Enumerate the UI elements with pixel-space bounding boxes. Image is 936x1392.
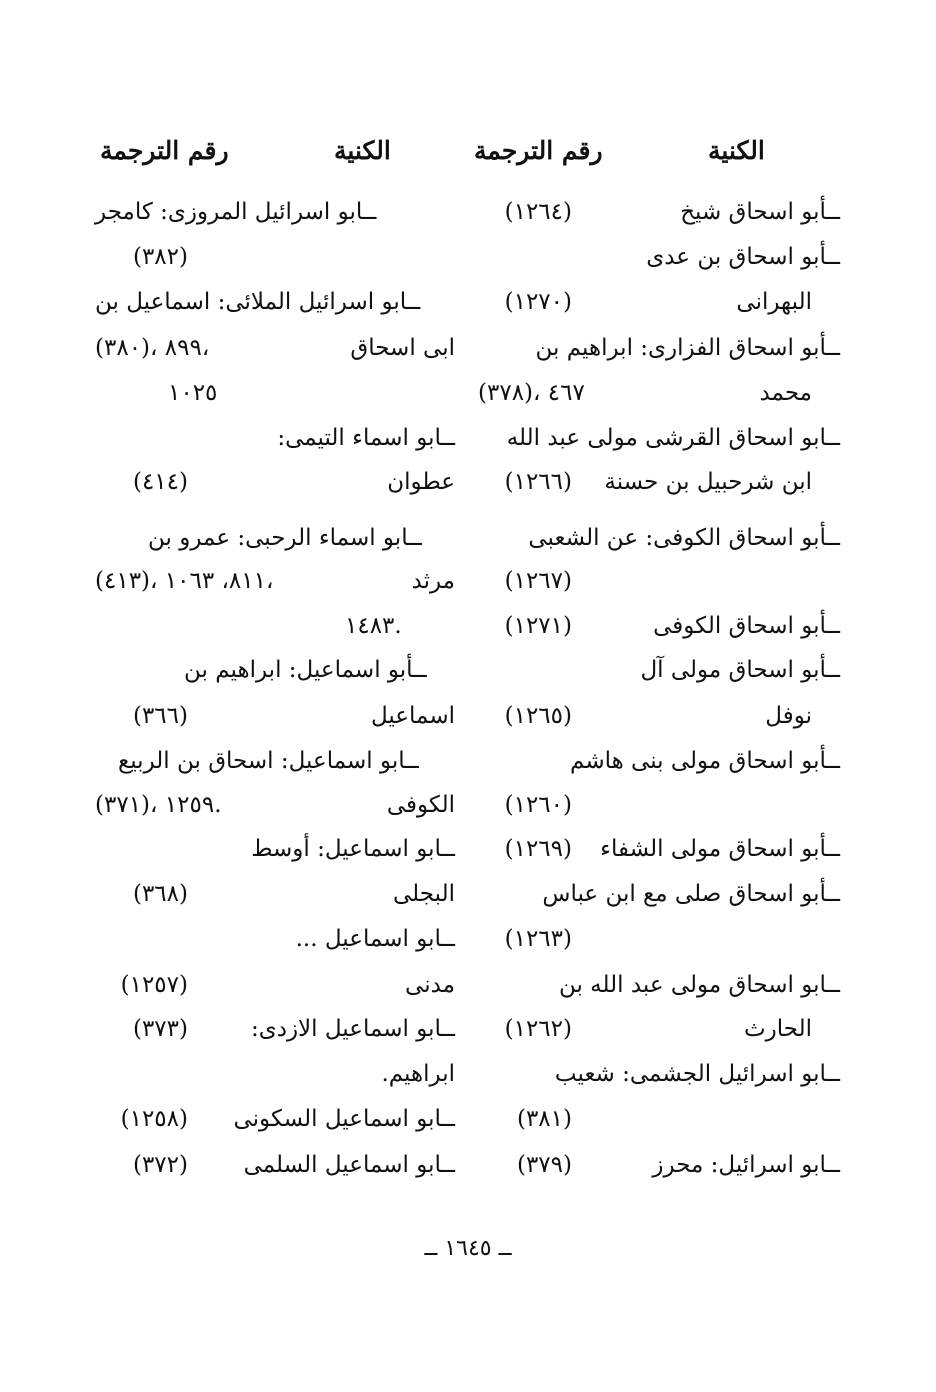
left-entry-number: (٤١٣)، ٨١١، ١٠٦٣، bbox=[95, 568, 274, 594]
left-entry-number: (١٢٥٧) bbox=[120, 972, 188, 998]
right-entry-text: الحارث bbox=[743, 1016, 812, 1042]
left-entry-text: ــابو اسماء الرحبى: عمرو بن bbox=[148, 525, 422, 551]
right-entry-text: ــأبو اسحاق صلى مع ابن عباس bbox=[542, 881, 840, 907]
right-entry-text: محمد bbox=[759, 380, 812, 406]
right-entry-number: (١٢٦٣) bbox=[504, 926, 572, 952]
right-entry-text: ــابو اسحاق مولى عبد الله بن bbox=[558, 972, 840, 998]
left-entry-number: (٣٨٠)، ٨٩٩، bbox=[95, 335, 210, 361]
right-entry-text: نوفل bbox=[765, 703, 812, 729]
left-entry-number: (٤١٤) bbox=[132, 469, 188, 495]
right-entry-text: ــأبو اسحاق مولى الشفاء bbox=[600, 836, 840, 862]
right-entry-number: (١٢٦٤) bbox=[504, 199, 572, 225]
right-entry-number: (١٢٧٠) bbox=[504, 289, 572, 315]
left-entry-number: ١٤٨٣. bbox=[345, 613, 402, 639]
right-entry-number: (١٢٦٧) bbox=[504, 568, 572, 594]
left-entry-text: مدنى bbox=[405, 972, 455, 998]
right-entry-number: (١٢٦٢) bbox=[504, 1016, 572, 1042]
right-entry-text: البهرانى bbox=[736, 289, 812, 315]
left-entry-number: ١٠٢٥ bbox=[168, 380, 218, 406]
header-left-tarjama: رقم الترجمة bbox=[100, 136, 229, 165]
page-number: ــ ١٦٤٥ ــ bbox=[424, 1236, 512, 1261]
header-right-kunya: الكنية bbox=[708, 136, 765, 165]
right-entry-number: (٣٧٨)، ٤٦٧ bbox=[478, 380, 585, 406]
right-entry-text: ابن شرحبيل بن حسنة bbox=[604, 469, 812, 495]
right-entry-number: (١٢٦٦) bbox=[504, 469, 572, 495]
left-entry-number: (٣٧١)، ١٢٥٩. bbox=[95, 792, 222, 818]
left-entry-text: مرثد bbox=[411, 568, 455, 594]
right-entry-text: ــأبو اسحاق الكوفى: عن الشعبى bbox=[528, 525, 840, 551]
right-entry-number: (١٢٦٥) bbox=[504, 703, 572, 729]
left-entry-text: البجلى bbox=[393, 881, 455, 907]
left-entry-number: (٣٧٣) bbox=[132, 1016, 188, 1042]
right-entry-number: (٣٨١) bbox=[516, 1106, 572, 1132]
left-entry-number: (٣٧٢) bbox=[132, 1152, 188, 1178]
right-entry-number: (١٢٧١) bbox=[504, 613, 572, 639]
left-entry-number: (٣٦٦) bbox=[132, 703, 188, 729]
right-entry-text: ــابو اسحاق القرشى مولى عبد الله bbox=[506, 425, 840, 451]
right-entry-text: ــأبو اسحاق الكوفى bbox=[653, 613, 840, 639]
left-entry-text: ــابو اسماعيل: اسحاق بن الربيع bbox=[118, 748, 419, 774]
left-entry-text: الكوفى bbox=[386, 792, 455, 818]
right-entry-number: (٣٧٩) bbox=[516, 1152, 572, 1178]
right-entry-text: ــأبو اسحاق مولى آل bbox=[640, 657, 840, 683]
right-entry-text: ــابو اسرائيل: محرز bbox=[652, 1152, 840, 1178]
right-entry-text: ــأبو اسحاق الفزارى: ابراهيم بن bbox=[535, 335, 840, 361]
left-entry-text: ــابو اسرائيل المروزى: كامجر bbox=[95, 199, 377, 225]
header-left-kunya: الكنية bbox=[334, 136, 391, 165]
left-entry-text: ــابو اسماعيل: أوسط bbox=[251, 836, 455, 862]
left-entry-text: ــابو اسماعيل السكونى bbox=[233, 1106, 455, 1132]
left-entry-text: عطوان bbox=[387, 469, 455, 495]
left-entry-text: اسماعيل bbox=[370, 703, 455, 729]
left-entry-number: (١٢٥٨) bbox=[120, 1106, 188, 1132]
left-entry-number: (٣٦٨) bbox=[132, 881, 188, 907]
left-entry-text: ــابو اسماعيل ... bbox=[295, 926, 455, 952]
left-entry-text: ــابو اسماعيل الازدى: bbox=[250, 1016, 455, 1042]
left-entry-text: ابراهيم. bbox=[381, 1061, 455, 1087]
left-entry-text: ــابو اسماء التيمى: bbox=[277, 425, 455, 451]
right-entry-number: (١٢٦٠) bbox=[504, 792, 572, 818]
left-entry-number: (٣٨٢) bbox=[132, 244, 188, 270]
right-entry-text: ــأبو اسحاق شيخ bbox=[680, 199, 840, 225]
right-entry-number: (١٢٦٩) bbox=[504, 836, 572, 862]
right-entry-text: ــابو اسرائيل الجشمى: شعيب bbox=[554, 1061, 840, 1087]
right-entry-text: ــأبو اسحاق مولى بنى هاشم bbox=[570, 748, 840, 774]
left-entry-text: ــابو اسماعيل السلمى bbox=[243, 1152, 455, 1178]
left-entry-text: ــأبو اسماعيل: ابراهيم بن bbox=[184, 657, 427, 683]
header-right-tarjama: رقم الترجمة bbox=[474, 136, 603, 165]
left-entry-text: ابى اسحاق bbox=[350, 335, 455, 361]
right-entry-text: ــأبو اسحاق بن عدى bbox=[646, 244, 840, 270]
left-entry-text: ــابو اسرائيل الملائى: اسماعيل بن bbox=[95, 289, 421, 315]
